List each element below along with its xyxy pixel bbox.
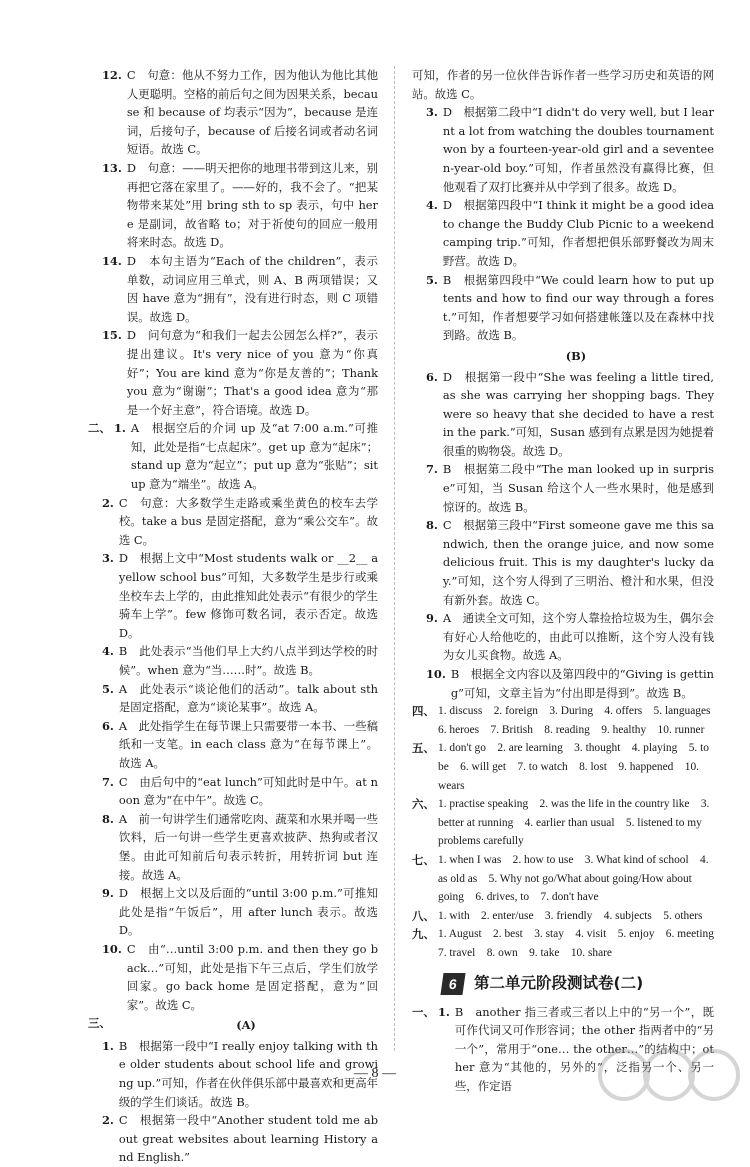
section-number: 二、 [88, 421, 111, 436]
answer-list: 1. with 2. enter/use 3. friendly 4. subjects 5. others [438, 909, 703, 922]
answer-item [88, 884, 378, 940]
question-number: 6. [102, 718, 114, 733]
answer-explanation: C 句意：他从不努力工作，因为他认为他比其他人更聪明。空格的前后句之间为因果关系，because 和 because of 均表示“因为”，because 是连词，后接句子，because of 后接名词或者动名词短语。故选 C。 [126, 68, 378, 157]
question-number: 10. [102, 941, 122, 956]
answer-explanation: D 根据第二段中“I didn't do very well, but I learnt a lot from watching the doubles tournament won by a fourteen-year-old girl and a seventeen-year-old boy.”可知，作者虽然没有赢得比赛，但他观看了双打比赛并从中学到了很多。故选 D。 [442, 105, 714, 194]
answer-item [88, 159, 378, 252]
question-number: 8. [102, 811, 114, 826]
answer-list: 1. August 2. best 3. stay 4. visit 5. enjoy 6. meeting 7. travel 8. own 9. take 10. share [438, 928, 726, 959]
answer-explanation: B 根据第二段中“The man looked up in surprise”可知，当 Susan 给这个人一些水果时，他是感到惊讶的。故选 B。 [442, 462, 714, 514]
question-number: 9. [426, 611, 438, 626]
answer-item [412, 609, 714, 665]
answer-item [88, 642, 378, 679]
answer-list: 1. discuss 2. foreign 3. During 4. offers 5. languages 6. heroes 7. British 8. reading 9. healthy 10. runner [438, 705, 722, 736]
answer-list: 1. don't go 2. are learning 3. thought 4. playing 5. to be 6. will get 7. to watch 8. lost 9. happened 10. wears [438, 742, 709, 792]
unit-title-text: 第二单元阶段测试卷(二) [474, 974, 644, 993]
answer-item [412, 516, 714, 609]
answer-list: 1. when I was 2. how to use 3. What kind of school 4. as old as 5. Why not go/What about going/How about going 6. drives, to 7. don't have [438, 853, 709, 904]
question-number: 1. [438, 1004, 450, 1019]
answer-item [412, 271, 714, 345]
answer-explanation: C 由“…until 3:00 p.m. and then they go back…”可知，此处是指下午三点后，学生们放学回家。go back home 是固定搭配，意为“回家”。故选 C。 [126, 941, 378, 1012]
question-number: 4. [426, 198, 438, 213]
answer-item [412, 665, 714, 702]
section-answers [412, 907, 714, 926]
question-number: 7. [102, 774, 114, 789]
section-answers [412, 795, 714, 851]
section-number: 九、 [412, 927, 435, 942]
answer-item [412, 66, 714, 103]
answer-item [88, 1111, 378, 1167]
question-number: 3. [102, 551, 114, 566]
answer-explanation: B 根据第一段中“I really enjoy talking with the older students about school life and growing up.”可知，作者在伙伴俱乐部中最喜欢和更高年级的学生们谈话。故选 B。 [118, 1038, 378, 1109]
question-number: 1. [102, 1038, 114, 1053]
question-number: 1. [114, 421, 126, 436]
answer-explanation: B 此处表示“当他们早上大约八点半到达学校的时候”。when 意为“当……时”。故选 B。 [118, 644, 378, 677]
question-number: 14. [102, 253, 122, 268]
answer-item [412, 460, 714, 516]
answer-explanation: D 根据第四段中“I think it might be a good idea to change the Buddy Club Picnic to a weekend camping trip.”可知，作者想把俱乐部野餐改为周末野营。故选 D。 [442, 198, 714, 268]
answer-explanation: C 根据第一段中“Another student told me about great websites about learning History and English.” [118, 1113, 378, 1165]
answer-item [88, 326, 378, 419]
question-number: 8. [426, 518, 438, 533]
page-number: — 8 — [354, 1066, 396, 1081]
answer-item [88, 66, 378, 159]
answer-explanation: D 问句意为“和我们一起去公园怎么样?”，表示提出建议。It's very nice of you 意为“你真好”；You are kind 意为“你是友善的”；Thank you 意为“谢谢”；That's a good idea 意为“那是一个好主意”，符合语境。故选 D。 [126, 328, 378, 417]
question-number: 4. [102, 644, 114, 659]
passage-subheading [88, 1014, 378, 1037]
answer-explanation: 可知，作者的另一位伙伴告诉作者一些学习历史和英语的网站。故选 C。 [412, 68, 714, 101]
section-answers [412, 925, 726, 962]
question-number: 13. [102, 160, 122, 175]
answer-explanation: C 句意：大多数学生走路或乘坐黄色的校车去学校。take a bus 是固定搭配，意为“乘公交车”。故选 C。 [118, 495, 378, 547]
answer-explanation: D 根据上文以及后面的“until 3:00 p.m.”可推知此处是指“午饭后”，用 after lunch 表示。故选 D。 [118, 886, 378, 938]
passage-subheading [412, 345, 714, 368]
answer-explanation: A 通读全文可知，这个穷人靠捡拾垃圾为生，偶尔会有好心人给他吃的，由此可以推断，这个穷人没有钱为女儿买食物。故选 A。 [442, 611, 714, 663]
answer-item [412, 368, 714, 461]
answer-item [88, 419, 378, 493]
question-number: 5. [102, 681, 114, 696]
answer-explanation: B another 指三者或三者以上中的“另一个”，既可作代词又可作形容词；the other 指两者中的“另一个”，常用于“one… the other…”的结构中；other 意为“其他的，另外的”，泛指另一个、另一些，作定语 [454, 1004, 714, 1093]
question-number: 9. [102, 886, 114, 901]
unit-number-badge: 6 [440, 973, 465, 995]
question-number: 6. [426, 369, 438, 384]
section-answers [412, 702, 722, 739]
question-number: 7. [426, 462, 438, 477]
answer-item [88, 810, 378, 884]
answer-item [88, 252, 378, 326]
answer-item [412, 103, 714, 196]
column-divider [394, 66, 395, 1051]
answer-item [88, 494, 378, 550]
question-number: 12. [102, 68, 122, 82]
answer-item [88, 680, 378, 717]
left-column [88, 66, 378, 1167]
question-number: 2. [102, 1113, 114, 1128]
answer-explanation: D 根据上文中“Most students walk or __2__ a yellow school bus”可知，大多数学生是步行或乘坐校车去上学的，由此推知此处表示“有很少的学生骑车上学”。few 修饰可数名词，表示否定。故选 D。 [118, 551, 378, 640]
answer-item [88, 773, 378, 810]
answer-explanation: A 此处指学生在每节课上只需要带一本书、一些稿纸和一支笔。in each class 意为“在每节课上”。故选 A。 [118, 718, 378, 770]
answer-explanation: C 由后句中的“eat lunch”可知此时是中午。at noon 意为“在中午”。故选 C。 [118, 774, 378, 808]
answer-explanation: A 前一句讲学生们通常吃肉、蔬菜和水果并喝一些饮料，后一句讲一些学生更喜欢披萨、热狗或者汉堡。由此可知前后句表示转折，用转折词 but 连接。故选 A。 [118, 811, 378, 882]
answer-explanation: A 此处表示“谈论他们的活动”。talk about sth 是固定搭配，意为“谈论某事”。故选 A。 [118, 681, 378, 715]
section-number: 四、 [412, 704, 435, 719]
question-number: 15. [102, 328, 122, 343]
answer-item [88, 717, 378, 773]
question-number: 5. [426, 272, 438, 287]
question-number: 2. [102, 495, 114, 510]
section-number: 一、 [412, 1004, 435, 1019]
answer-explanation: D 本句主语为“Each of the children”，表示单数，动词应用三单式，则 A、B 两项错误；又因 have 意为“拥有”，没有进行时态，则 C 项错误。故选 D。 [126, 253, 378, 324]
section-number [412, 345, 438, 368]
question-number: 10. [426, 667, 446, 681]
section-answers [412, 851, 714, 907]
answer-explanation: A 根据空后的介词 up 及“at 7:00 a.m.”可推知，此处是指“七点起床”。get up 意为“起床”；stand up 意为“起立”；put up 意为“张贴”；sit up 意为“端坐”。故选 A。 [130, 421, 378, 492]
answer-explanation: C 根据第三段中“First someone gave me this sandwich, then the orange juice, and now some delicious fruit. This is my daughter's lucky day.”可知，这个穷人得到了三明治、橙汁和水果，但没有新外套。故选 C。 [442, 518, 714, 607]
watermark-logo [594, 1040, 744, 1110]
section-number: 三、 [88, 1016, 111, 1031]
section-number: 五、 [412, 741, 435, 756]
question-number: 3. [426, 105, 438, 120]
answer-explanation: D 根据第一段中“She was feeling a little tired, as she was carrying her shopping bags. They were so heavy that she decided to have a rest in the park.”可知，Susan 感到有点累是因为她提着很重的购物袋。故选 D。 [442, 369, 714, 458]
right-column [412, 66, 726, 1095]
answer-item [412, 196, 714, 270]
unit-heading [442, 973, 714, 995]
passage-label: (A) [236, 1018, 256, 1033]
answer-list: 1. practise speaking 2. was the life in the country like 3. better at running 4. earlier than usual 5. listened to my problems carefully [438, 798, 710, 848]
answer-item [88, 549, 378, 642]
section-number: 七、 [412, 852, 435, 867]
section-number: 八、 [412, 908, 435, 923]
section-answers [412, 739, 714, 795]
answer-explanation: B 根据第四段中“We could learn how to put up tents and how to find our way through a forest.”可知，作者想要学习如何搭建帐篷以及在森林中找到路。故选 B。 [442, 272, 714, 343]
answer-explanation: D 句意：——明天把你的地理书带到这儿来，别再把它落在家里了。——好的，我不会了。“把某物带来某处”用 bring sth to sp 表示，句中 here 是副词，故省略 to；对于祈使句的回应一般用将来时态。故选 D。 [126, 160, 378, 250]
answer-explanation: B 根据全文内容以及第四段中的“Giving is getting”可知，文章主旨为“付出即是得到”。故选 B。 [450, 667, 714, 700]
section-number: 六、 [412, 797, 435, 812]
passage-label: (B) [565, 348, 587, 363]
answer-item [88, 940, 378, 1014]
